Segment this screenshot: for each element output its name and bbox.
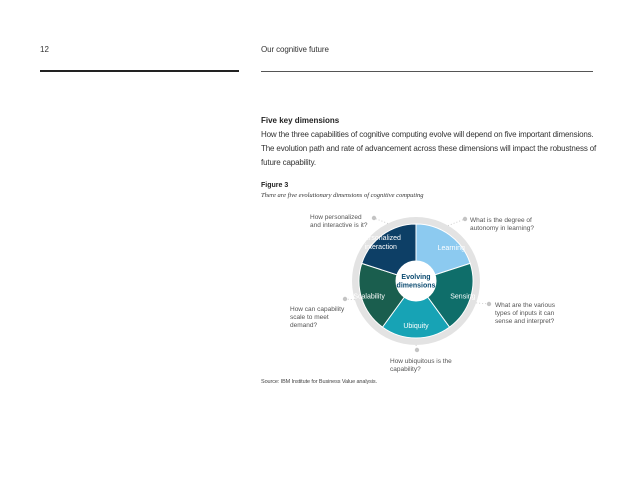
center-disc	[396, 261, 436, 301]
callout-dot-ubiquity	[415, 348, 419, 352]
source-note: Source: IBM Institute for Business Value analysis.	[261, 379, 377, 385]
segment-scalability-label: Scalability	[353, 293, 385, 301]
page-number: 12	[40, 45, 49, 54]
question-scalability: How can capability scale to meet demand?	[290, 306, 345, 329]
header-rule-left	[40, 70, 239, 72]
header-rule-right	[261, 71, 593, 72]
callout-leader-learning	[448, 219, 465, 226]
segment-personalized-interaction-label: Personalized interaction	[360, 235, 401, 252]
segment-ubiquity-label: Ubiquity	[403, 323, 429, 330]
evolving-dimensions-diagram	[261, 200, 591, 380]
segment-sensing-label: Sensing	[450, 293, 476, 301]
callout-dot-scalability	[343, 297, 347, 301]
running-title: Our cognitive future	[261, 45, 329, 54]
center-label: Evolving dimensions	[396, 274, 436, 290]
question-ubiquity: How ubiquitous is the capability?	[390, 358, 452, 373]
figure-label: Figure 3	[261, 182, 289, 189]
segment-learning-label: Learning	[437, 245, 465, 253]
question-personalized: How personalized and interactive is it?	[310, 214, 368, 229]
callout-leader-personalized	[374, 218, 388, 223]
question-learning: What is the degree of autonomy in learning?	[470, 217, 534, 232]
section-body: How the three capabilities of cognitive computing evolve will depend on five important dimensions. The evolution path and rate of advancement across these dimensions will impact the robustness of future capability.	[261, 130, 597, 167]
callout-dot-learning	[463, 217, 467, 221]
figure-caption: There are five evolutionary dimensions of cognitive computing	[261, 192, 424, 199]
question-sensing: What are the various types of inputs it can sense and interpret?	[495, 302, 555, 325]
section-heading: Five key dimensions	[261, 116, 340, 125]
callout-dot-personalized	[372, 216, 376, 220]
callout-dot-sensing	[487, 302, 491, 306]
